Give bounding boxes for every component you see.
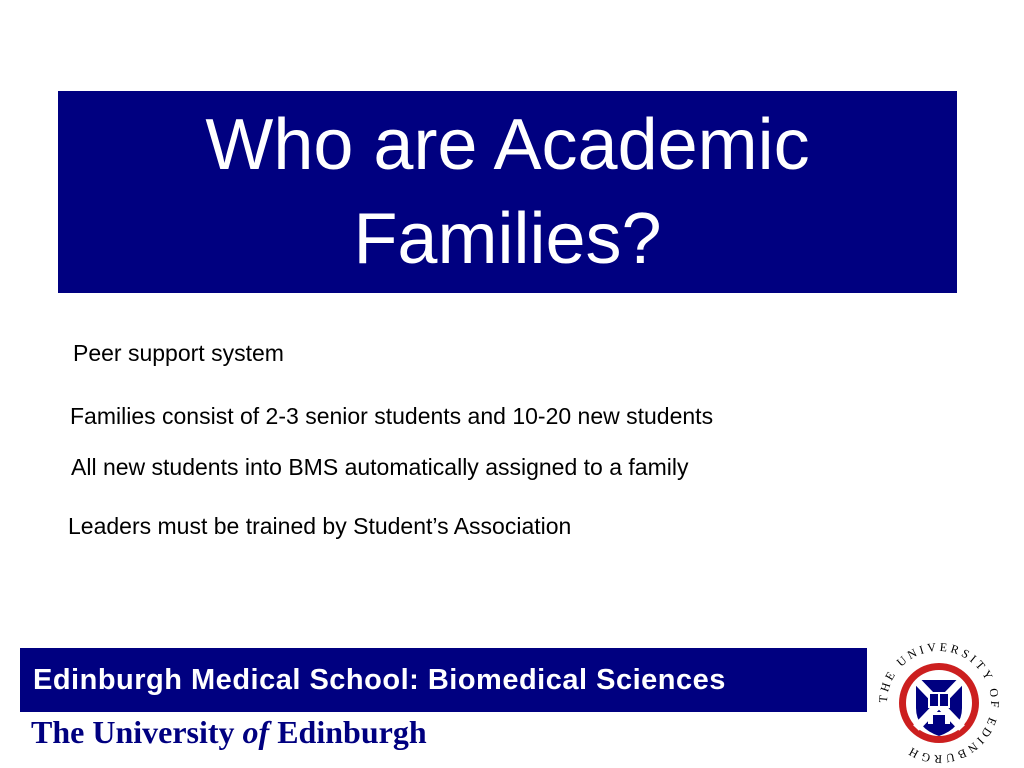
bullet-leader-training: Leaders must be trained by Student’s Association (68, 513, 572, 539)
crest-ring-text: THE UNIVERSITY OF EDINBURGH (876, 640, 1002, 766)
wordmark-of: of (242, 714, 270, 750)
footer-banner-text: Edinburgh Medical School: Biomedical Sciences (33, 663, 726, 696)
wordmark-suffix: Edinburgh (277, 714, 427, 750)
bullet-family-composition: Families consist of 2-3 senior students and 10-20 new students (70, 403, 714, 429)
footer-banner (20, 648, 867, 712)
title-banner (58, 91, 957, 293)
slide-title: Who are Academic Families? (205, 105, 810, 279)
bullet-automatic-assignment: All new students into BMS automatically assigned to a family (71, 454, 689, 480)
university-crest-icon (876, 640, 1002, 766)
bullet-peer-support: Peer support system (73, 340, 284, 366)
university-wordmark (31, 714, 427, 751)
wordmark-prefix: The University (31, 714, 235, 750)
